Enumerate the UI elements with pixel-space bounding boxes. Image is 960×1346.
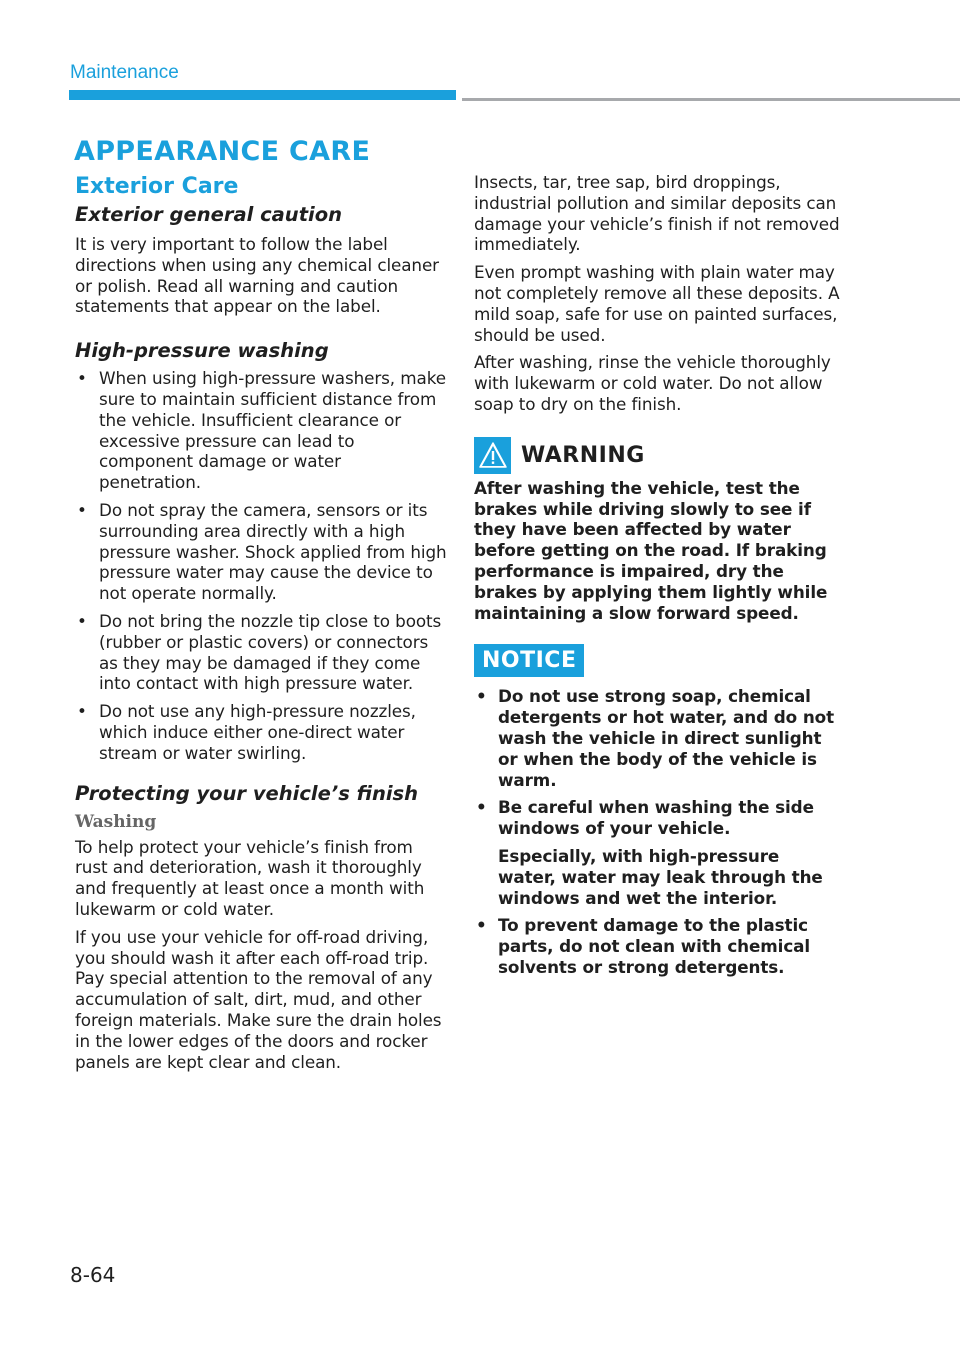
- right-column: [474, 172, 842, 978]
- bullet: •: [77, 499, 87, 520]
- bullet: •: [476, 797, 487, 818]
- washing-paragraph-1: To help protect your vehicle’s finish from rust and deterioration, wash it thoroughly and frequently at least once a month with lukewarm or cold water.: [75, 836, 425, 919]
- rinse-paragraph: After washing, rinse the vehicle thoroughly with lukewarm or cold water. Do not allow soap to dry on the finish.: [474, 352, 831, 414]
- notice-list: [474, 686, 842, 977]
- bullet: •: [476, 915, 487, 936]
- notice-badge: NOTICE: [474, 644, 584, 677]
- bullet: •: [476, 686, 487, 707]
- washing-paragraph-2: If you use your vehicle for off-road driving, you should wash it after each off-road trip. Pay special attention to the removal of any accumulation of salt, dirt, mud, and other foreign materials. Make sure the drain holes in the lower edges of the doors and rocker panels are kept clear and clean.: [75, 926, 442, 1072]
- notice-header: [474, 644, 842, 677]
- list-item: • Do not use any high-pressure nozzles, which induce either one-direct water stream or water swirling.: [77, 701, 416, 763]
- left-column: [75, 172, 447, 1072]
- list-item: • Do not bring the nozzle tip close to boots (rubber or plastic covers) or connectors as they may be damaged if they come into contact with high pressure water.: [77, 610, 442, 694]
- list-item: • To prevent damage to the plastic parts, do not clean with chemical solvents or strong detergents.: [476, 915, 811, 977]
- high-pressure-list: [75, 368, 447, 763]
- header-section-label: Maintenance: [70, 62, 179, 83]
- bullet: •: [77, 368, 87, 389]
- bullet: •: [77, 610, 87, 631]
- deposits-paragraph: Insects, tar, tree sap, bird droppings, industrial pollution and similar deposits can damage your vehicle’s finish if not removed immediately.: [474, 172, 840, 255]
- list-item: • Do not spray the camera, sensors or its surrounding area directly with a high pressure washer. Shock applied from high pressure water may cause the device to not operate normally.: [77, 499, 447, 604]
- page-number: 8-64: [70, 1263, 116, 1287]
- list-item: • When using high-pressure washers, make sure to maintain sufficient distance from the vehicle. Insufficient clearance or excessive pressure can lead to component damage or water penetration.: [77, 368, 446, 493]
- list-item: • Be careful when washing the side windows of your vehicle. Especially, with high-pressure water, water may leak through the windows and wet the interior.: [476, 797, 823, 908]
- soap-paragraph: Even prompt washing with plain water may not completely remove all these deposits. A mild soap, safe for use on painted surfaces, should be used.: [474, 262, 840, 345]
- header-rule: [462, 98, 960, 101]
- bullet: •: [77, 701, 87, 722]
- header-rule-accent: [69, 90, 456, 100]
- warning-title: WARNING: [521, 442, 645, 468]
- high-pressure-heading: High-pressure washing: [75, 339, 329, 363]
- finish-heading: Protecting your vehicle’s finish: [75, 781, 419, 805]
- general-caution-text: It is very important to follow the label directions when using any chemical cleaner or polish. Read all warning and caution statements that appear on the label.: [75, 234, 439, 317]
- warning-header: [474, 437, 842, 474]
- washing-subheading: Washing: [75, 811, 157, 832]
- general-caution-heading: Exterior general caution: [75, 203, 342, 226]
- warning-icon: [474, 437, 511, 474]
- exterior-care-heading: Exterior Care: [75, 174, 239, 199]
- section-title: APPEARANCE CARE: [74, 136, 371, 167]
- list-item: • Do not use strong soap, chemical detergents or hot water, and do not wash the vehicle in direct sunlight or when the body of the vehicle is warm.: [476, 686, 835, 790]
- warning-text: After washing the vehicle, test the brakes while driving slowly to see if they have been affected by water before getting on the road. If braking performance is impaired, dry the brakes by applying them lightly while maintaining a slow forward speed.: [474, 477, 828, 623]
